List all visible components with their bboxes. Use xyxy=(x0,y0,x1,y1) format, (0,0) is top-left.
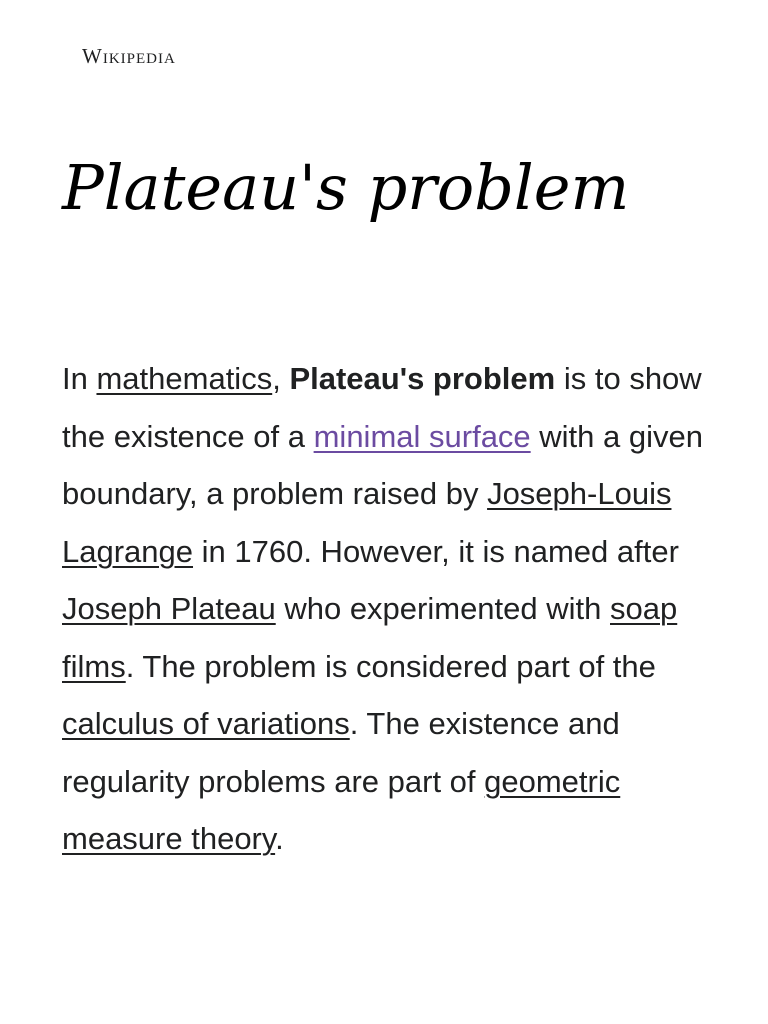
text-segment: . The problem is considered part of the xyxy=(125,648,656,684)
text-segment: . The existence and regularity problems are part of xyxy=(62,706,620,799)
link-geometric-measure-theory[interactable]: geometric measure theory xyxy=(62,763,621,856)
bold-article-term: Plateau's problem xyxy=(289,361,556,396)
link-calculus-of-variations[interactable]: calculus of variations xyxy=(62,706,350,741)
text-segment: , xyxy=(272,361,290,396)
wikipedia-wordmark-link[interactable]: Wikipedia xyxy=(82,43,176,68)
link-minimal-surface[interactable]: minimal surface xyxy=(313,418,531,454)
text-segment: who experimented with xyxy=(275,591,610,626)
site-header xyxy=(82,40,176,72)
page-title: Plateau's problem xyxy=(62,151,630,224)
link-mathematics[interactable]: mathematics xyxy=(96,361,273,396)
article-intro-paragraph xyxy=(62,350,712,868)
text-segment: . xyxy=(275,821,284,856)
text-segment: with a given boundary, a problem raised by xyxy=(62,418,703,511)
text-segment: in 1760. However, it is named after xyxy=(193,533,679,569)
link-joseph-louis-lagrange[interactable]: Joseph-Louis Lagrange xyxy=(62,476,672,569)
link-joseph-plateau[interactable]: Joseph Plateau xyxy=(62,591,276,626)
text-segment: In xyxy=(62,361,97,396)
text-segment: is to show the existence of a xyxy=(62,361,702,454)
link-soap-films[interactable]: soap films xyxy=(62,591,678,684)
